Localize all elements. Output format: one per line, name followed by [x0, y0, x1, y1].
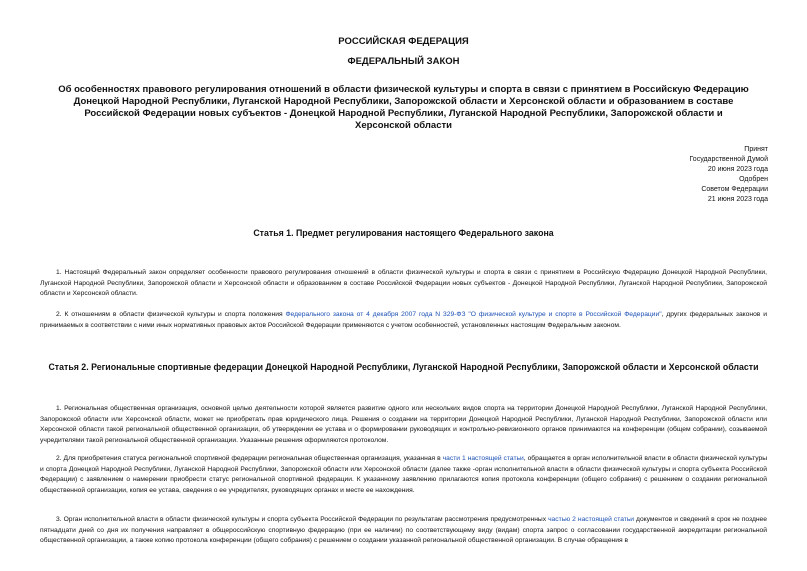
approved-date: 21 июня 2023 года	[707, 196, 768, 203]
article-2-paragraph-1: 1. Региональная общественная организация, основной целью деятельности которой является развитие одного или нескольких видов спорта на территории Донецкой Народной Республики, Луганской Народной Республики, Запорожской области или Херсонской области, может не приобретать прав юридического лица. Решения о создании на территории Донецкой Народной Республики, Луганской Народной Республики, Запорожской области или Херсонской области такой региональной общественной организации, об утверждении ее устава и о формировании руководящих и контрольно-ревизионного органов принимаются на конференции (общем собрании), созываемой учредителями такой региональной общественной организации. Указанные решения оформляются протоколом.	[40, 405, 767, 444]
article-1-paragraph-2	[40, 310, 767, 331]
adopted-by: Государственной Думой	[689, 156, 768, 163]
paragraph-text: документов и сведений в срок не позднее пятнадцати дней со дня их получения направляет в общероссийскую спортивную федерацию (при ее наличии) по соответствующему виду (видам) спорта запрос о согласовании государственной аккредитации региональной общественной организации, а также копию протокола конференции (общего собрания) с решением о создании указанной региональной общественной организации. В случае обращения в	[40, 516, 767, 544]
adopted-date: 20 июня 2023 года	[707, 166, 768, 173]
federal-law-329-link[interactable]: Федерального закона от 4 декабря 2007 года N 329-ФЗ "О физической культуре и спорте в Российской Федерации"	[285, 311, 662, 318]
adopted-label: Принят	[744, 146, 768, 153]
country-heading: РОССИЙСКАЯ ФЕДЕРАЦИЯ	[338, 36, 469, 47]
paragraph-text: , обращается в орган исполнительной власти в области физической культуры и спорта Донецкой Народной Республики, Луганской Народной Республики, Запорожской области или Херсонской области (далее также -орган исполнительной власти в области физической культуры и спорта субъекта Российской Федерации) с заявлением о намерении приобрести статус региональной спортивной федерации. К указанному заявлению прилагаются копия протокола конференции (общего собрания) с решением о создании региональной общественной организации, копия ее устава, сведения о ее учредителях, руководящих органах и месте ее нахождения.	[40, 455, 767, 494]
article-1-paragraph-1: 1. Настоящий Федеральный закон определяет особенности правового регулирования отношений в области физической культуры и спорта в связи с принятием в Российскую Федерацию Донецкой Народной Республики, Луганской Народной Республики, Запорожской области и Херсонской области и образованием в составе Российской Федерации новых субъектов - Донецкой Народной Республики, Луганской Народной Республики, Запорожской области и Херсонской области.	[40, 269, 767, 297]
paragraph-text: , других федеральных законов и принимаемых в соответствии с ними иных нормативных правовых актов Российской Федерации применяются с учетом особенностей, установленных настоящим Федеральным законом.	[40, 311, 767, 329]
article-2-paragraph-3	[40, 515, 767, 547]
paragraph-text: 3. Орган исполнительной власти в области физической культуры и спорта субъекта Российской Федерации по результатам рассмотрения предусмотренных	[56, 516, 549, 523]
article-2-title: Статья 2. Региональные спортивные федерации Донецкой Народной Республики, Луганской Народной Республики, Запорожской области и Херсонской области	[48, 362, 759, 372]
paragraph-text: 2. К отношениям в области физической культуры и спорта положения	[56, 311, 286, 318]
approved-by: Советом Федерации	[701, 186, 768, 193]
article-2-paragraph-2	[40, 454, 767, 496]
law-type-heading: ФЕДЕРАЛЬНЫЙ ЗАКОН	[347, 56, 460, 67]
paragraph-text: 2. Для приобретения статуса региональной спортивной федерации региональная общественная организация, указанная в	[56, 455, 443, 462]
part-2-link[interactable]: частью 2 настоящей статьи	[548, 516, 635, 523]
approved-label: Одобрен	[739, 176, 768, 183]
article-1-title: Статья 1. Предмет регулирования настоящего Федерального закона	[253, 228, 554, 238]
part-1-link[interactable]: части 1 настоящей статьи	[442, 455, 524, 462]
adoption-block	[689, 145, 768, 205]
law-title: Об особенностях правового регулирования отношений в области физической культуры и спорта в связи с принятием в Российскую Федерацию Донецкой Народной Республики, Луганской Народной Республики, Запорожской области и Херсонской области и образованием в составе Российской Федерации новых субъектов - Донецкой Народной Республики, Луганской Народной Республики, Запорожской области и Херсонской области	[58, 84, 749, 131]
